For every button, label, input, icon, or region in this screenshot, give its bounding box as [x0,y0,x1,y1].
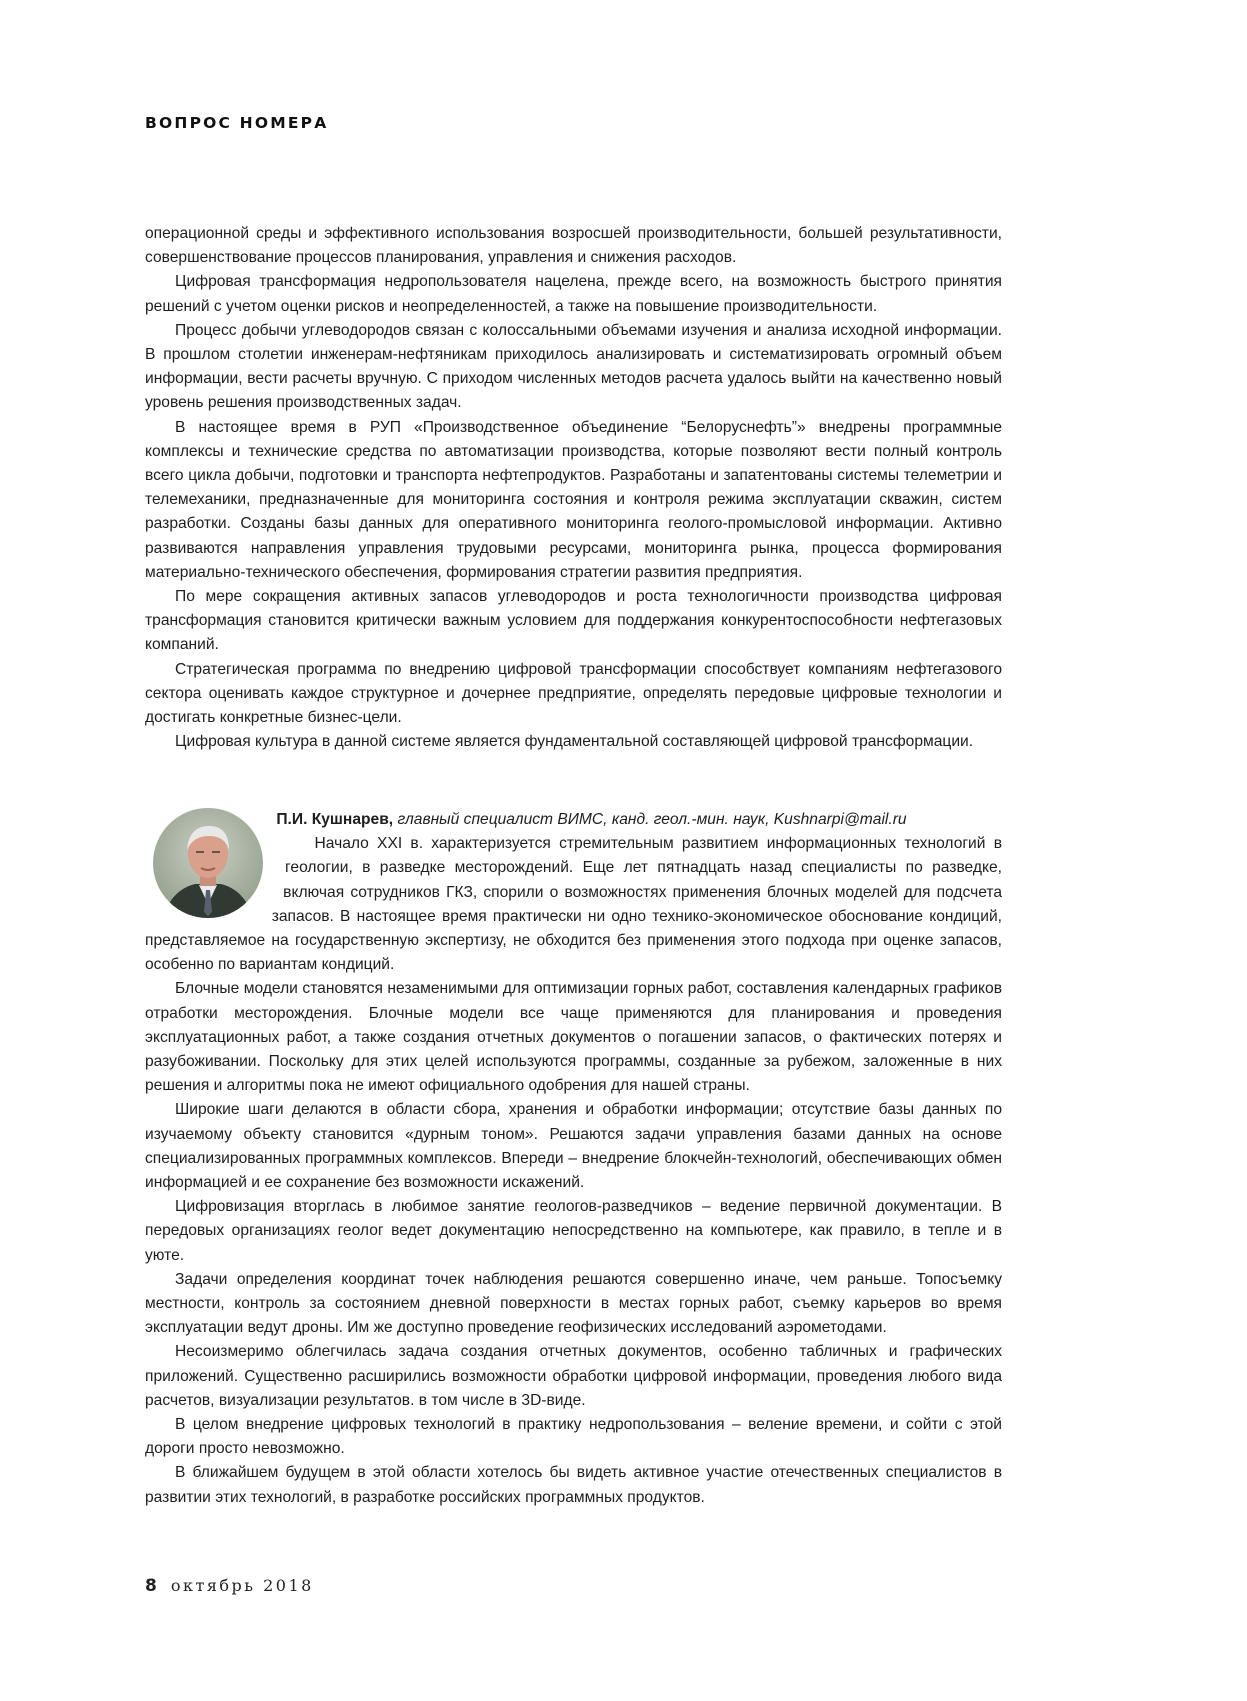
article-kushnarev [145,808,1002,1510]
paragraph: Несоизмеримо облегчилась задача создания отчетных документов, особенно табличных и графических приложений. Существенно расширились возможности обработки цифровой информации, проведения любого вида расчетов, визуализации результатов. в том числе в 3D-виде. [145,1343,1002,1409]
paragraph: Стратегическая программа по внедрению цифровой трансформации способствует компаниям нефтегазового сектора оценивать каждое структурное и дочернее предприятие, определять передовые цифровые технологии и достигать конкретные бизнес-цели. [145,660,1002,727]
author-description: главный специалист ВИМС, канд. геол.-мин. наук, Kushnarpi@mail.ru [393,811,907,828]
article-continuation [145,222,1002,754]
paragraph: Цифровая культура в данной системе является фундаментальной составляющей цифровой трансформации. [175,733,974,751]
paragraph: Начало XXI в. характеризуется стремительным развитием информационных технологий в геологии, в разведке месторождений. Еще лет пятнадцать назад специалисты по разведке, включая сотрудников ГКЗ, спорили о возможностях применения блочных моделей для подсчета запасов. В настоящее время практически ни одно технико-экономическое обоснование кондиций, представляемое на государственную экспертизу, не обходится без применения этого подхода при оценке запасов, особенно по вариантам кондиций. [145,835,1002,974]
issue-date: октябрь 2018 [170,1576,314,1595]
author-photo [153,808,263,918]
paragraph: Цифровая трансформация недропользователя нацелена, прежде всего, на возможность быстрого принятия решений с учетом оценки рисков и неопределенностей, а также на повышение производительности. [145,273,1002,315]
page-number: 8 [145,1576,157,1596]
paragraph: Цифровизация вторглась в любимое занятие геологов-разведчиков – ведение первичной документации. В передовых организациях геолог ведет документацию непосредственно на компьютере, как правило, в тепле и в уюте. [145,1198,1002,1264]
paragraph: В ближайшем будущем в этой области хотелось бы видеть активное участие отечественных специалистов в развитии этих технологий, в разработке российских программных продуктов. [145,1464,1002,1506]
page-footer [145,1576,314,1596]
paragraph: Задачи определения координат точек наблюдения решаются совершенно иначе, чем раньше. Топосъемку местности, контроль за состоянием дневной поверхности в местах горных работ, съемку карьеров во время эксплуатации ведут дроны. Им же доступно проведение геофизических исследований аэрометодами. [145,1270,1002,1337]
paragraph: Блочные модели становятся незаменимыми для оптимизации горных работ, составления календарных графиков отработки месторождения. Блочные модели все чаще применяются для планирования и проведения эксплуатационных работ, а также создания отчетных документов о погашении запасов, о фактических потерях и разубоживании. Поскольку для этих целей используются программы, созданные за рубежом, заложенные в них решения и алгоритмы пока не имеют официального одобрения для нашей страны. [145,980,1002,1095]
paragraph: операционной среды и эффективного использования возросшей производительности, большей результативности, совершенствование процессов планирования, управления и снижения расходов. [145,225,1002,267]
paragraph: Процесс добычи углеводородов связан с колоссальными объемами изучения и анализа исходной информации. В прошлом столетии инженерам-нефтяникам приходилось анализировать и систематизировать огромный объем информации, вести расчеты вручную. С приходом численных методов расчета удалось выйти на качественно новый уровень решения производственных задач. [145,321,1002,412]
author-line [145,808,1002,832]
paragraph: По мере сокращения активных запасов углеводородов и роста технологичности производства цифровая трансформация становится критически важным условием для поддержания конкурентоспособности нефтегазовых компаний. [145,588,1002,654]
paragraph: Широкие шаги делаются в области сбора, хранения и обработки информации; отсутствие базы данных по изучаемому объекту становится «дурным тоном». Решаются задачи управления базами данных на основе специализированных программных комплексов. Впереди – внедрение блокчейн-технологий, обеспечивающих обмен информацией и ее сохранение без возможности искажений. [145,1101,1002,1192]
paragraph: В целом внедрение цифровых технологий в практику недропользования – веление времени, и сойти с этой дороги просто невозможно. [145,1416,1002,1458]
author-name: П.И. Кушнарев, [276,811,394,828]
paragraph: В настоящее время в РУП «Производственное объединение “Белоруснефть”» внедрены программные комплексы и технические средства по автоматизации производства, которые позволяют вести полный контроль всего цикла добычи, подготовки и транспорта нефтепродуктов. Разработаны и запатентованы системы телеметрии и телемеханики, предназначенные для мониторинга состояния и контроля режима эксплуатации скважин, систем разработки. Созданы базы данных для оперативного мониторинга геолого-промысловой информации. Активно развиваются направления управления трудовыми ресурсами, мониторинга рынка, процесса формирования материально-технического обеспечения, формирования стратегии развития предприятия. [145,418,1002,581]
section-title: ВОПРОС НОМЕРА [145,114,329,132]
